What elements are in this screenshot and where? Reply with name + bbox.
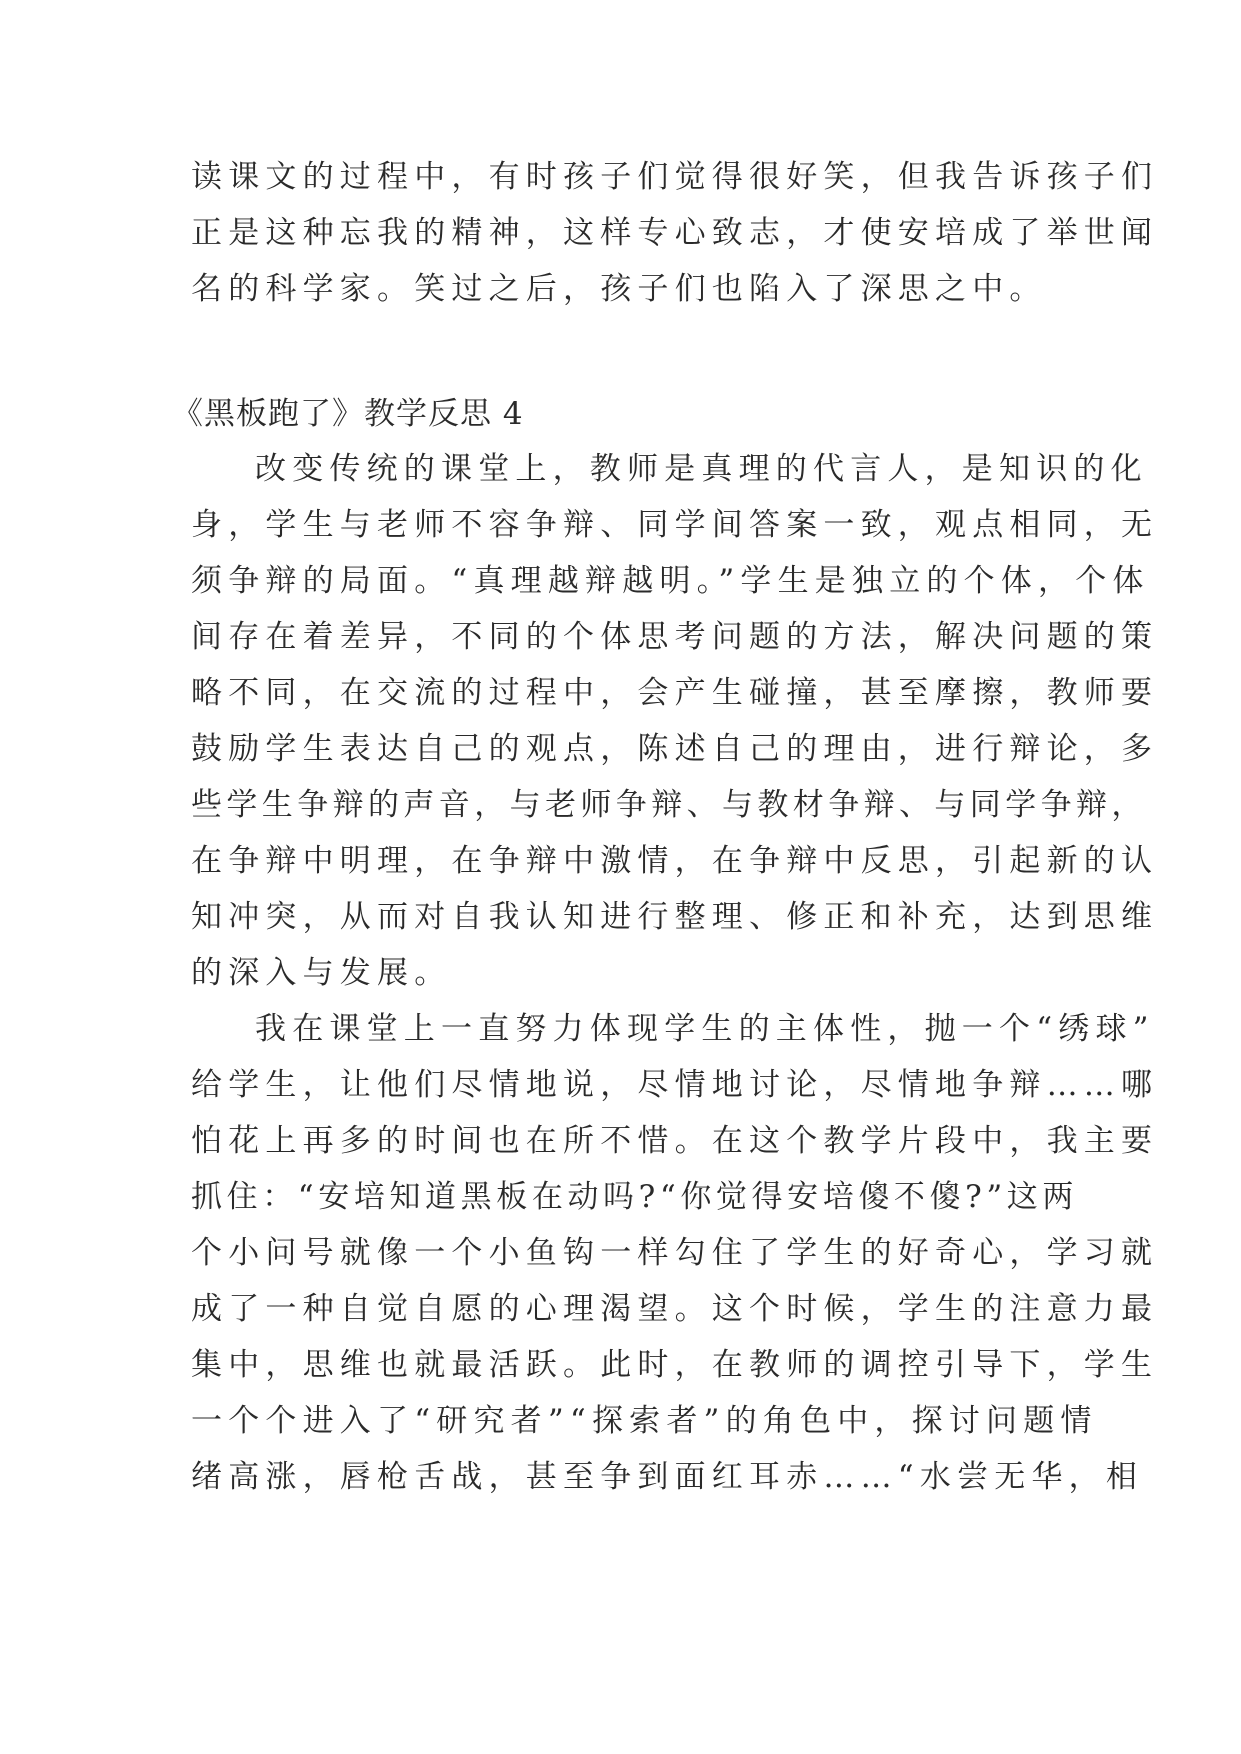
paragraph-first-line: 我在课堂上一直努力体现学生的主体性，抛一个“绣球” (255, 1011, 1155, 1047)
text-line: 在争辩中明理，在争辩中激情，在争辩中反思，引起新的认 (191, 843, 1159, 879)
text-line: 抓住：“安培知道黑板在动吗?“你觉得安培傻不傻?”这两 (191, 1179, 1078, 1215)
text-line: 名的科学家。笑过之后，孩子们也陷入了深思之中。 (191, 271, 1047, 307)
paragraph-first-line: 改变传统的课堂上，教师是真理的代言人，是知识的化 (255, 451, 1148, 487)
text-line: 绪高涨，唇枪舌战，甚至争到面红耳赤……“水尝无华，相 (191, 1459, 1144, 1495)
text-line: 知冲突，从而对自我认知进行整理、修正和补充，达到思维 (191, 899, 1159, 935)
text-line: 集中，思维也就最活跃。此时，在教师的调控引导下，学生 (191, 1347, 1159, 1383)
text-line: 正是这种忘我的精神，这样专心致志，才使安培成了举世闻 (191, 215, 1159, 251)
text-line: 的深入与发展。 (191, 955, 452, 991)
text-line: 须争辩的局面。“真理越辩越明。”学生是独立的个体，个体 (191, 563, 1150, 599)
text-line: 成了一种自觉自愿的心理渴望。这个时候，学生的注意力最 (191, 1291, 1159, 1327)
text-line: 身，学生与老师不容争辩、同学间答案一致，观点相同，无 (191, 507, 1159, 543)
text-line: 给学生，让他们尽情地说，尽情地讨论，尽情地争辩……哪 (191, 1067, 1159, 1103)
text-line: 一个个进入了“研究者”“探索者”的角色中，探讨问题情 (191, 1403, 1098, 1439)
text-line: 鼓励学生表达自己的观点，陈述自己的理由，进行辩论，多 (191, 731, 1159, 767)
text-line: 怕花上再多的时间也在所不惜。在这个教学片段中，我主要 (191, 1123, 1159, 1159)
text-line: 些学生争辩的声音，与老师争辩、与教材争辩、与同学争辩， (191, 787, 1147, 823)
text-line: 个小问号就像一个小鱼钩一样勾住了学生的好奇心，学习就 (191, 1235, 1159, 1271)
text-line: 略不同，在交流的过程中，会产生碰撞，甚至摩擦，教师要 (191, 675, 1159, 711)
text-line: 间存在着差异，不同的个体思考问题的方法，解决问题的策 (191, 619, 1159, 655)
text-line: 读课文的过程中，有时孩子们觉得很好笑，但我告诉孩子们 (191, 159, 1159, 195)
section-title: 《黑板跑了》教学反思 4 (172, 396, 524, 432)
